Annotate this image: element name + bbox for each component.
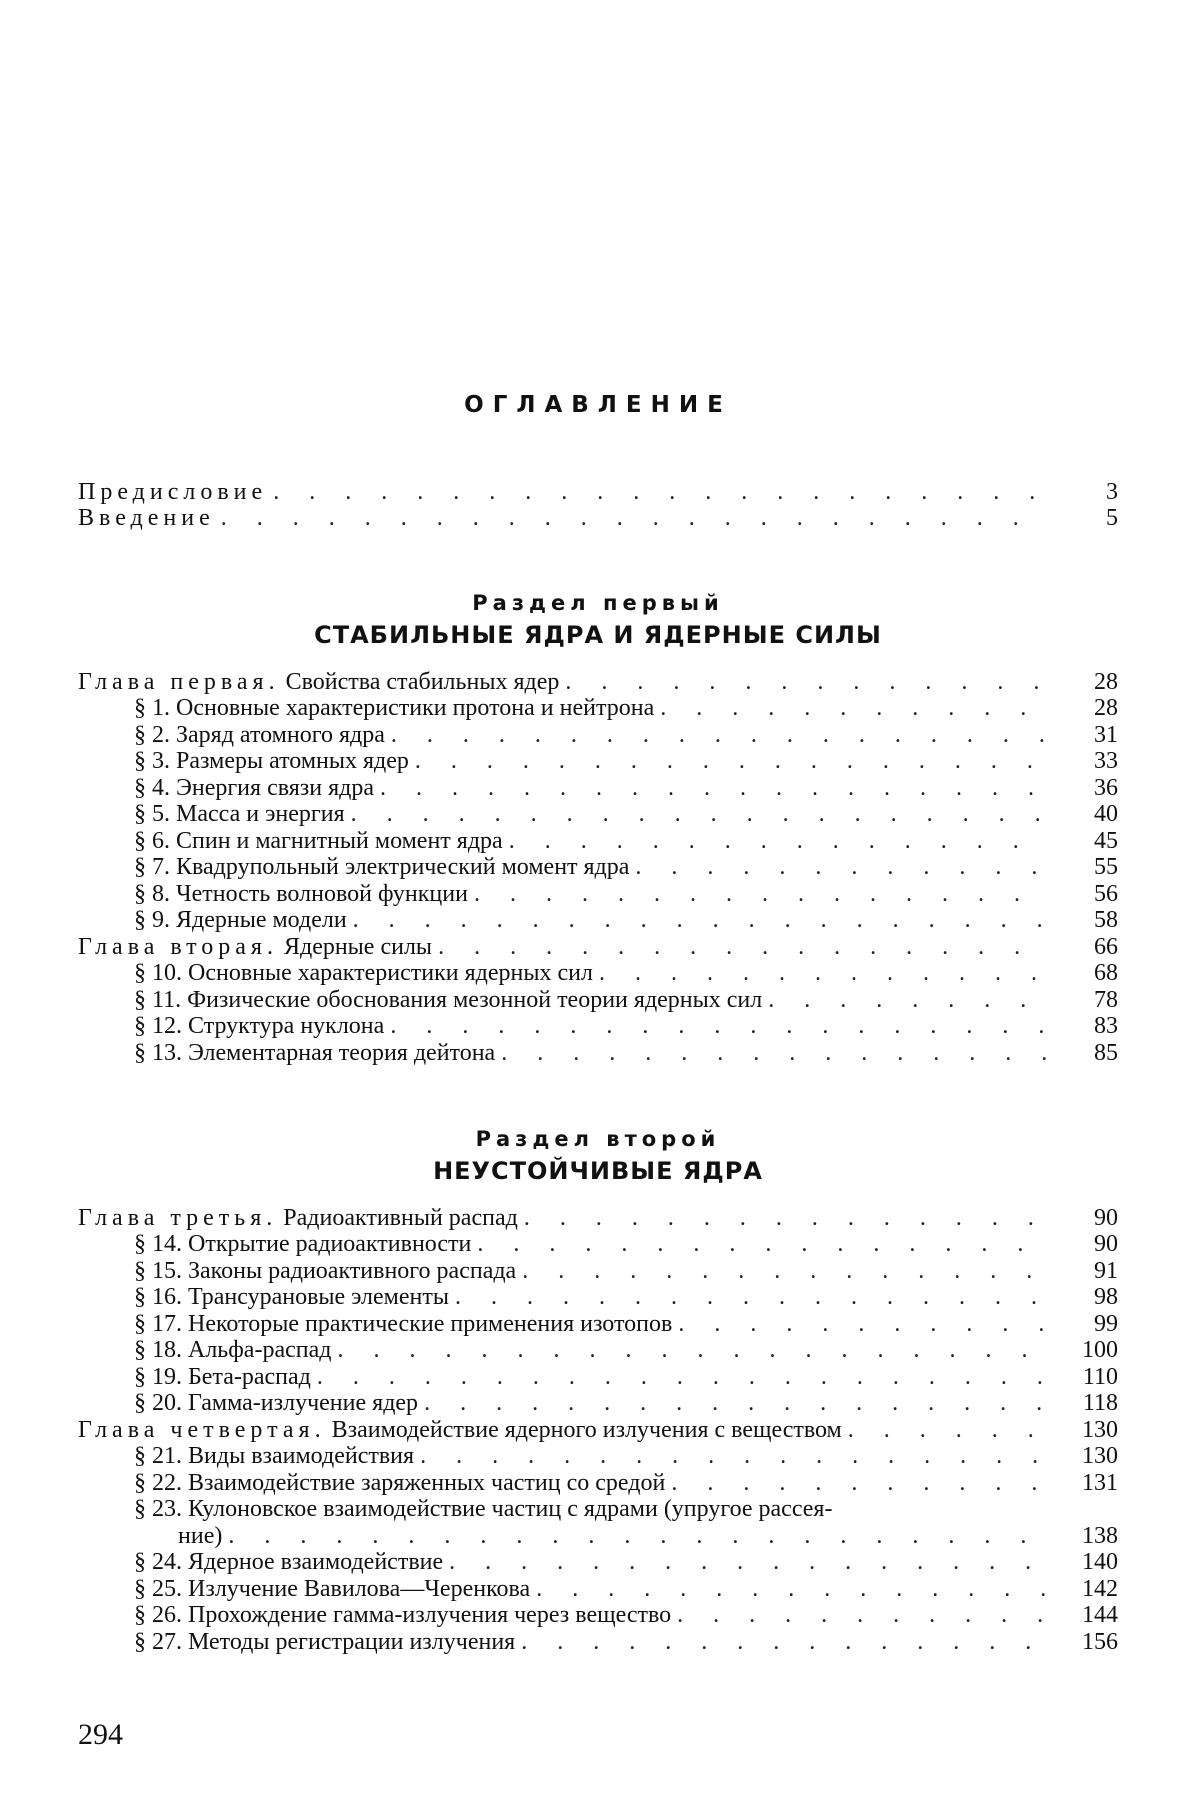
section-number: § 10. [134,960,182,986]
toc-section [78,1602,1118,1629]
entry-page: 5 [1106,505,1118,531]
toc-section [78,721,1118,748]
part-label: Раздел первый [472,591,724,615]
leader-dots [521,1629,1048,1655]
toc-chapter-1 [78,668,1118,695]
part-title: НЕУСТОЙЧИВЫЕ ЯДРА [433,1157,763,1185]
section-title: Законы радиоактивного распада [188,1257,517,1284]
part-2 [78,1124,1118,1188]
entry-page: 90 [1094,1204,1118,1231]
toc-section [78,774,1118,801]
section-number: § 11. [134,986,182,1013]
entry-page: 33 [1094,748,1118,774]
leader-dots [337,1337,1048,1363]
entry-page: 99 [1094,1310,1118,1337]
leader-dots [317,1364,1048,1390]
entry-page: 142 [1082,1575,1118,1602]
leader-dots [848,1417,1048,1443]
entry-page: 138 [1082,1522,1118,1549]
entry-page: 98 [1094,1284,1118,1310]
entry-page: 131 [1082,1469,1118,1496]
toc-section [78,748,1118,775]
leader-dots [380,775,1048,801]
section-title: Гамма-излучение ядер [188,1390,419,1416]
entry-page: 3 [1106,478,1118,505]
chapter-label: Глава вторая. [78,933,278,960]
chapter-label: Глава третья. [78,1204,278,1231]
leader-dots [671,1470,1048,1496]
toc-section [78,1363,1118,1390]
leader-dots [424,1390,1048,1416]
toc-section [78,960,1118,987]
part-1-entries [78,668,1118,1066]
leader-dots [420,1443,1048,1469]
section-number: § 19. [134,1363,182,1390]
entry-page: 144 [1082,1602,1118,1628]
section-number: § 16. [134,1284,182,1310]
entry-page: 45 [1094,827,1118,854]
section-number: § 8. [134,880,170,907]
section-title: Квадрупольный электрический момент ядра [176,854,630,880]
section-title: Энергия связи ядра [176,774,374,801]
entry-page: 28 [1094,695,1118,721]
toc-section [78,1310,1118,1337]
toc-section [78,986,1118,1013]
entry-page: 140 [1082,1549,1118,1575]
section-number: § 5. [134,801,170,827]
entry-page: 78 [1094,986,1118,1013]
toc-section [78,1443,1118,1470]
section-number: § 22. [134,1469,182,1496]
part-title: СТАБИЛЬНЫЕ ЯДРА И ЯДЕРНЫЕ СИЛЫ [314,621,882,649]
section-number: § 6. [134,827,170,854]
entry-page: 130 [1082,1443,1118,1469]
leader-dots [391,722,1048,748]
entry-page: 40 [1094,801,1118,827]
toc-section [78,695,1118,722]
toc-section [78,1390,1118,1417]
section-title: Излучение Вавилова—Черенкова [188,1575,531,1602]
section-title: Бета-распад [188,1363,311,1390]
section-title: Четность волновой функции [176,880,468,907]
entry-title: Введение [78,505,215,531]
entry-page: 130 [1082,1416,1118,1443]
section-title: Альфа-распад [188,1337,332,1363]
section-number: § 3. [134,748,170,774]
entry-page: 100 [1082,1337,1118,1363]
leader-dots [415,748,1048,774]
entry-page: 58 [1094,907,1118,933]
part-1 [78,588,1118,652]
toc-section [78,1039,1118,1066]
toc-chapter-3 [78,1204,1118,1231]
toc-section-multiline [78,1496,1118,1549]
toc-section [78,1337,1118,1364]
entry-title: Предисловие [78,478,268,505]
chapter-title: Радиоактивный распад [283,1204,518,1231]
section-number: § 7. [134,854,170,880]
toc-section [78,1231,1118,1258]
section-number: § 17. [134,1310,182,1337]
section-number: § 20. [134,1390,182,1416]
leader-dots [565,669,1048,695]
entry-page: 28 [1094,668,1118,695]
section-number: § 24. [134,1549,182,1575]
section-title-line1: Кулоновское взаимодействие частиц с ядрами (упругое рассея- [188,1495,833,1522]
toc-section [78,907,1118,934]
entry-page: 68 [1094,960,1118,986]
entry-page: 31 [1094,721,1118,748]
section-title: Физические обоснования мезонной теории ядерных сил [187,986,763,1013]
toc-section [78,880,1118,907]
section-number: § 9. [134,907,170,933]
entry-page: 83 [1094,1013,1118,1039]
section-title: Заряд атомного ядра [176,721,385,748]
entry-page: 55 [1094,854,1118,880]
leader-dots [536,1576,1048,1602]
toc-entry-introduction [78,505,1118,532]
leader-dots [677,1602,1048,1628]
chapter-label: Глава первая. [78,668,280,695]
toc-section [78,827,1118,854]
leader-dots [522,1258,1048,1284]
section-title: Спин и магнитный момент ядра [176,827,503,854]
section-title: Основные характеристики протона и нейтрона [176,695,655,721]
entry-page: 110 [1082,1363,1118,1390]
entry-page: 56 [1094,880,1118,907]
toc-section [78,854,1118,881]
section-number: § 25. [134,1575,182,1602]
entry-page: 36 [1094,774,1118,801]
section-number: § 27. [134,1628,182,1655]
part-2-entries [78,1204,1118,1655]
leader-dots [501,1040,1048,1066]
section-number: § 12. [134,1013,182,1039]
page-number: 294 [78,1718,123,1751]
section-title: Ядерные модели [176,907,347,933]
section-title: Открытие радиоактивности [188,1231,472,1257]
section-number: § 13. [134,1039,182,1066]
section-number: § 18. [134,1337,182,1363]
section-number: § 1. [134,695,170,721]
toc-section [78,801,1118,828]
leader-dots [351,801,1048,827]
section-title: Ядерное взаимодействие [188,1549,444,1575]
chapter-title: Взаимодействие ядерного излучения с веществом [331,1416,842,1443]
leader-dots [455,1284,1048,1310]
leader-dots [228,1523,1048,1549]
entry-page: 90 [1094,1231,1118,1257]
chapter-label: Глава четвертая. [78,1416,326,1443]
leader-dots [678,1311,1048,1337]
toc-section [78,1013,1118,1040]
section-title: Прохождение гамма-излучения через вещество [188,1602,672,1628]
section-title-line2: ние) [178,1522,223,1549]
section-number: § 2. [134,721,170,748]
toc-section [78,1628,1118,1655]
leader-dots [509,828,1048,854]
entry-page: 118 [1082,1390,1118,1416]
part-label: Раздел второй [475,1127,721,1151]
leader-dots [660,695,1048,721]
entry-page: 85 [1094,1039,1118,1066]
section-title: Основные характеристики ядерных сил [188,960,593,986]
section-title: Структура нуклона [188,1013,385,1039]
section-number: § 26. [134,1602,182,1628]
entry-page: 156 [1082,1628,1118,1655]
chapter-title: Свойства стабильных ядер [285,668,560,695]
entry-page: 66 [1094,933,1118,960]
toc-section [78,1284,1118,1311]
leader-dots [390,1013,1048,1039]
section-number: § 14. [134,1231,182,1257]
toc-section [78,1575,1118,1602]
entry-page: 91 [1094,1257,1118,1284]
leader-dots [221,505,1048,531]
section-number: § 23. [134,1495,182,1522]
toc-chapter-4 [78,1416,1118,1443]
section-title: Элементарная теория дейтона [188,1039,496,1066]
section-title: Масса и энергия [176,801,345,827]
section-title: Некоторые практические применения изотопов [188,1310,673,1337]
leader-dots [438,934,1048,960]
section-number: § 4. [134,774,170,801]
leader-dots [474,881,1048,907]
leader-dots [449,1549,1048,1575]
toc-chapter-2 [78,933,1118,960]
toc-section [78,1257,1118,1284]
section-title: Трансурановые элементы [188,1284,449,1310]
section-title: Методы регистрации излучения [188,1628,516,1655]
toc-title: ОГЛАВЛЕНИЕ [464,392,732,418]
leader-dots [273,479,1048,505]
section-number: § 21. [134,1443,182,1469]
toc-section [78,1549,1118,1576]
section-title: Взаимодействие заряженных частиц со средой [188,1469,666,1496]
front-matter [78,478,1118,531]
toc-entry-preface [78,478,1118,505]
section-number: § 15. [134,1257,182,1284]
toc-section-continuation [134,1522,1118,1549]
chapter-title: Ядерные силы [283,933,433,960]
leader-dots [353,907,1048,933]
section-title: Размеры атомных ядер [176,748,409,774]
leader-dots [635,854,1048,880]
leader-dots [524,1205,1048,1231]
leader-dots [599,960,1048,986]
toc-page [78,0,1118,1809]
leader-dots [768,987,1048,1013]
toc-section [78,1469,1118,1496]
section-title: Виды взаимодействия [188,1443,415,1469]
leader-dots [477,1231,1048,1257]
